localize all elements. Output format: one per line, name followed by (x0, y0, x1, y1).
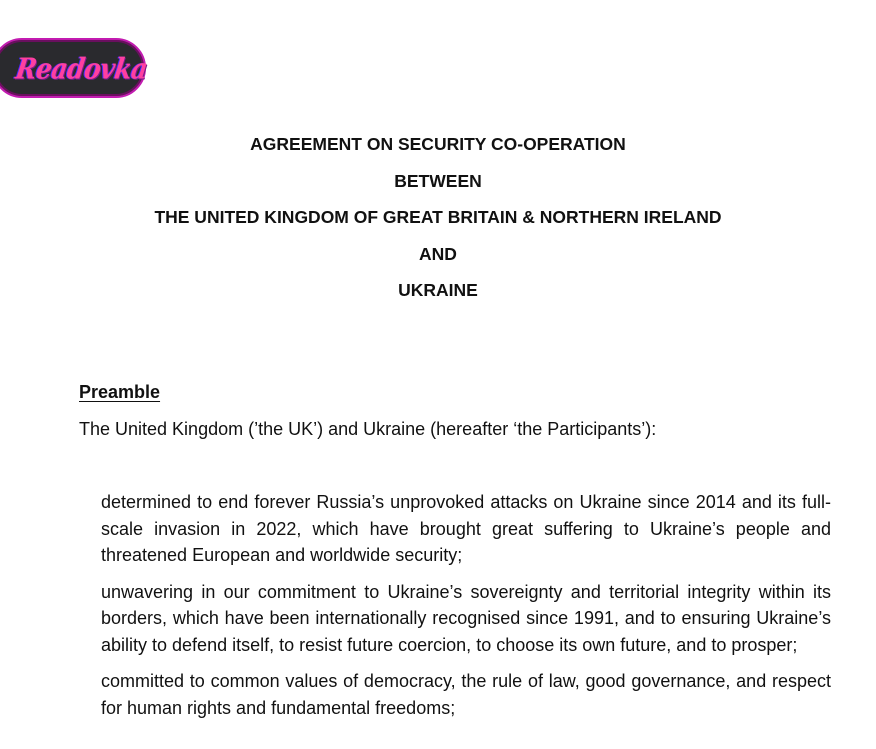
preamble-clause: committed to common values of democracy, the rule of law, good governance, and respect for human rights and fundamental freedoms; (101, 671, 831, 718)
preamble-clause: determined to end forever Russia’s unprovoked attacks on Ukraine since 2014 and its full-scale invasion in 2022, which have brought great suffering to Ukraine’s people and threatened European and worldwide security; (101, 492, 831, 565)
title-line-between: BETWEEN (394, 170, 482, 191)
title-line-agreement: AGREEMENT ON SECURITY CO-OPERATION (250, 134, 626, 154)
preamble-heading: Preamble (79, 382, 161, 402)
title-line-and: AND (419, 243, 457, 264)
logo-text: Readovka (13, 51, 150, 85)
preamble-clauses (101, 489, 831, 731)
title-line-uk: THE UNITED KINGDOM OF GREAT BRITAIN & NORTHERN IRELAND (154, 207, 722, 227)
document-title (0, 126, 876, 309)
preamble-clause: unwavering in our commitment to Ukraine’s sovereignty and territorial integrity within its borders, which have been internationally recognised since 1991, and to ensuring Ukraine’s ability to defend itself, to resist future coercion, to choose its own future, and to prosper; (101, 581, 831, 655)
readovka-watermark-logo (0, 38, 150, 98)
title-line-ukraine: UKRAINE (398, 280, 478, 300)
preamble-intro: The United Kingdom (’the UK’) and Ukraine (hereafter ‘the Participants’): (79, 419, 657, 439)
